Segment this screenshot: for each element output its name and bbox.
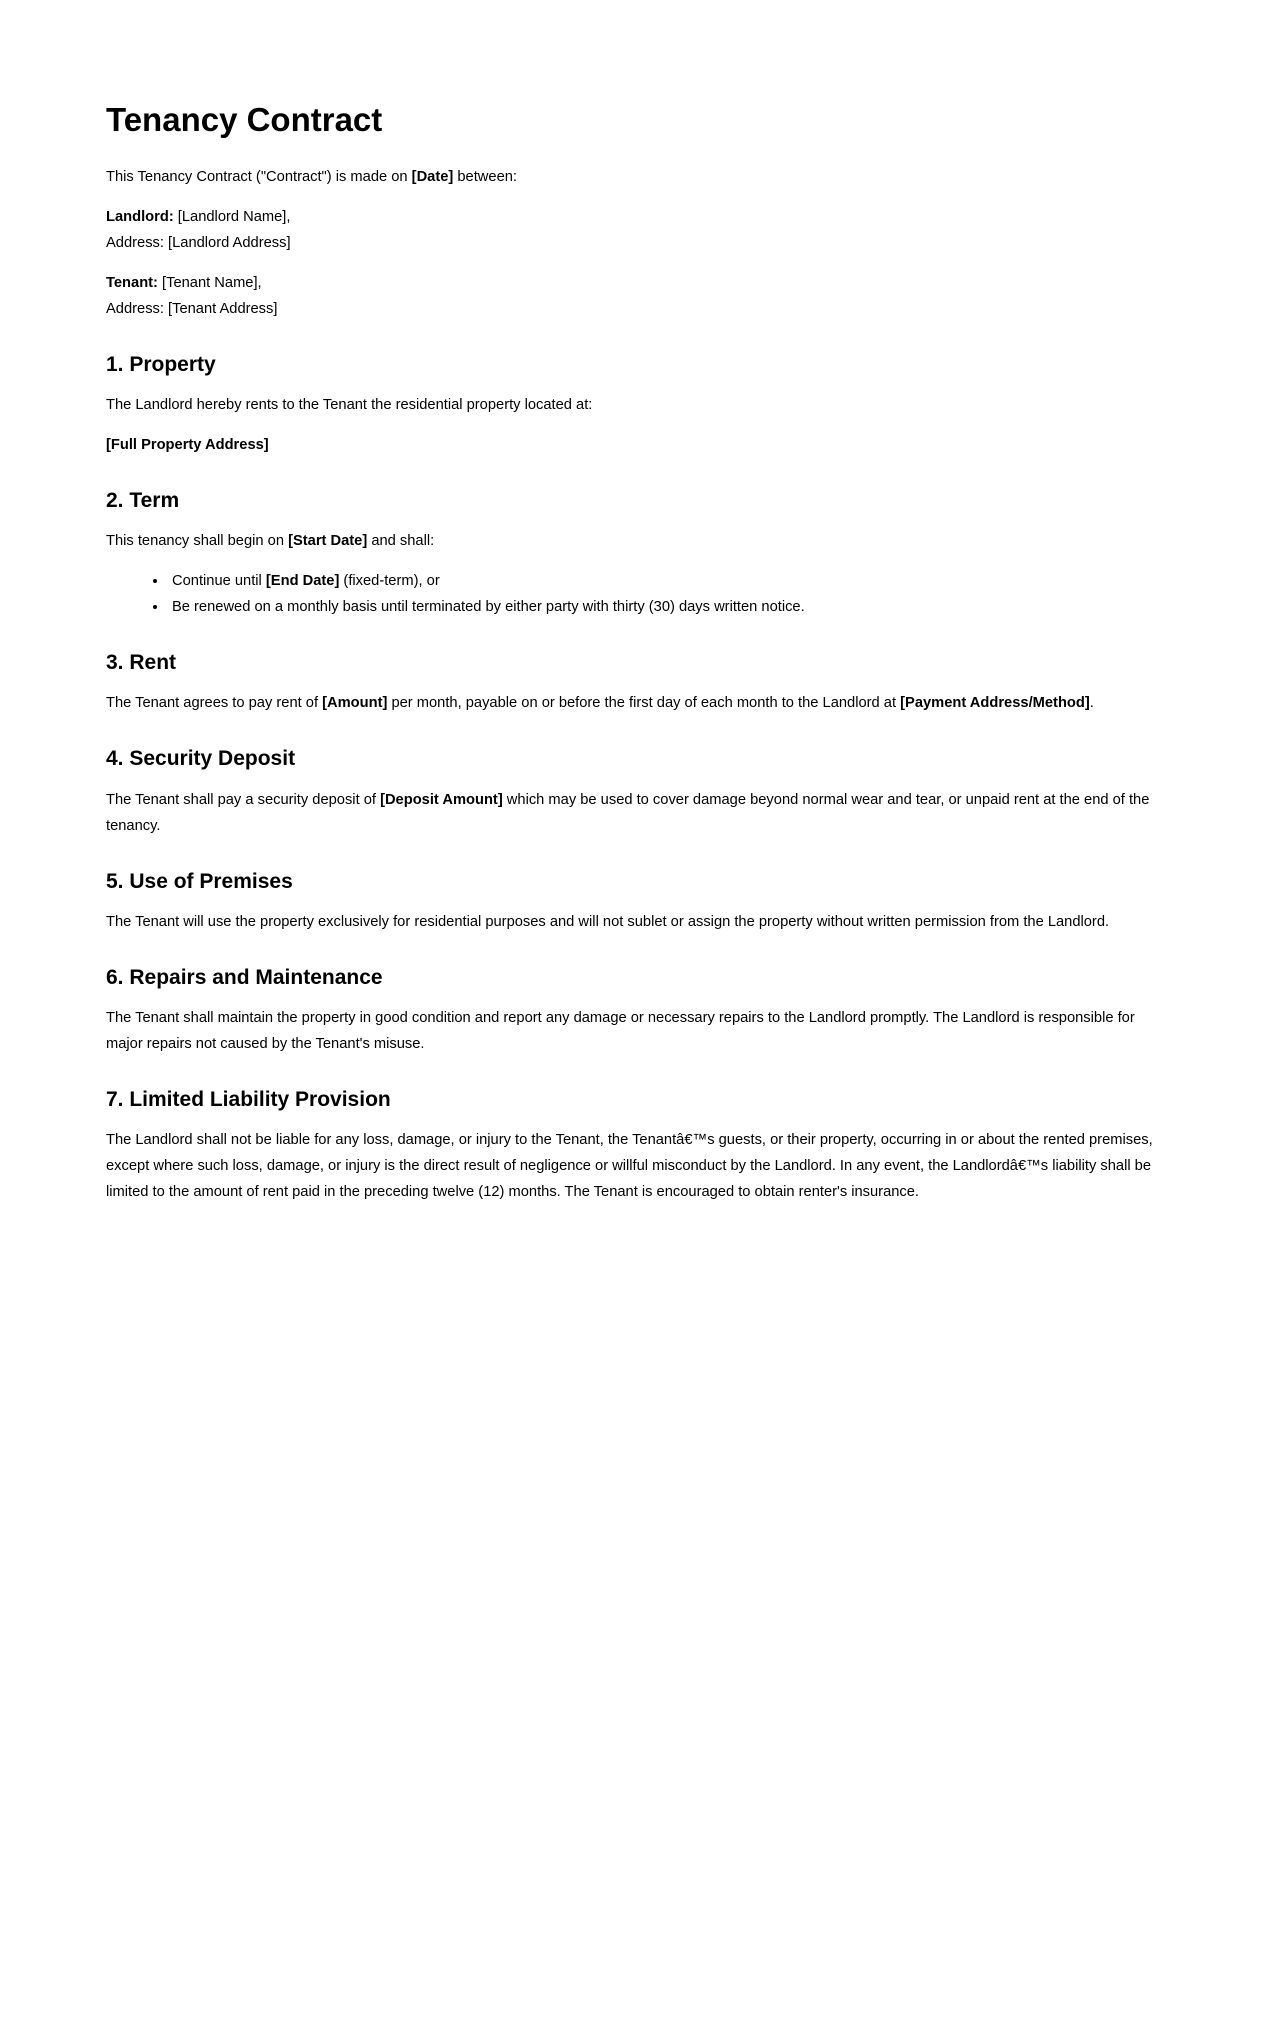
text-run: .	[1089, 695, 1094, 712]
contract-section	[106, 488, 1157, 620]
placeholder-field: [Full Property Address]	[106, 436, 269, 453]
section-paragraph	[106, 1005, 1157, 1057]
text-run: The Tenant shall pay a security deposit of	[106, 791, 381, 808]
sections-container	[106, 352, 1157, 1206]
placeholder-field: [Deposit Amount]	[380, 791, 503, 808]
section-heading: 1. Property	[106, 352, 216, 376]
placeholder-field: Landlord:	[106, 208, 174, 225]
landlord-details-paragraph	[106, 204, 1157, 256]
placeholder-field: Tenant:	[106, 274, 158, 291]
text-run: This Tenancy Contract ("Contract") is made on	[106, 168, 412, 185]
text-run: The Landlord shall not be liable for any loss, damage, or injury to the Tenant, the Tenantâ€™s guests, or their property, occurring in or about the rented premises, except where such loss, damage, or injury is the direct result of negligence or willful misconduct by the Landlord. In any event, the Landlordâ€™s liability shall be limited to the amount of rent paid in the preceding twelve (12) months. The Tenant is encouraged to obtain renter's insurance.	[106, 1132, 1153, 1201]
section-heading: 7. Limited Liability Provision	[106, 1088, 391, 1112]
section-heading: 4. Security Deposit	[106, 747, 296, 771]
section-heading: 2. Term	[106, 488, 180, 512]
section-heading: 5. Use of Premises	[106, 869, 293, 893]
text-run: This tenancy shall begin on	[106, 533, 289, 550]
section-paragraph	[106, 690, 1157, 716]
contract-section	[106, 965, 1157, 1057]
placeholder-field: [End Date]	[265, 573, 340, 590]
text-run: [Landlord Name],	[173, 208, 291, 225]
text-run: Address: [Tenant Address]	[106, 300, 278, 317]
section-paragraph	[106, 392, 1157, 418]
section-paragraph	[106, 432, 1157, 458]
text-run: per month, payable on or before the first day of each month to the Landlord at	[387, 695, 901, 712]
text-run: [Tenant Name],	[157, 274, 262, 291]
text-run: The Tenant agrees to pay rent of	[106, 695, 323, 712]
placeholder-field: [Payment Address/Method]	[900, 695, 1090, 712]
placeholder-field: [Start Date]	[288, 533, 368, 550]
section-paragraph	[106, 528, 1157, 554]
text-run: Address: [Landlord Address]	[106, 234, 291, 251]
term-option-item	[168, 568, 1157, 594]
placeholder-field: [Amount]	[322, 695, 388, 712]
text-run: and shall:	[367, 533, 435, 550]
section-paragraph	[106, 787, 1157, 839]
text-run: between:	[453, 168, 517, 185]
text-run: Continue until	[172, 573, 266, 590]
section-paragraph	[106, 909, 1157, 935]
document-title: Tenancy Contract	[106, 101, 383, 138]
term-option-item	[168, 594, 1157, 620]
placeholder-field: [Date]	[411, 168, 454, 185]
contract-section	[106, 650, 1157, 716]
text-run: (fixed-term), or	[339, 573, 440, 590]
section-paragraph	[106, 1127, 1157, 1205]
text-run: Be renewed on a monthly basis until terminated by either party with thirty (30) days written notice.	[172, 599, 805, 616]
section-heading: 3. Rent	[106, 651, 177, 675]
term-options-list	[106, 568, 1157, 620]
intro-paragraph	[106, 164, 1157, 190]
text-run: The Tenant shall maintain the property in good condition and report any damage or necessary repairs to the Landlord promptly. The Landlord is responsible for major repairs not caused by the Tenant's misuse.	[106, 1010, 1135, 1053]
contract-section	[106, 352, 1157, 458]
contract-section	[106, 746, 1157, 838]
tenant-details-paragraph	[106, 270, 1157, 322]
contract-section	[106, 869, 1157, 935]
text-run: which may be used to cover damage beyond normal wear and tear, or unpaid rent at the end of the tenancy.	[106, 791, 1150, 834]
text-run: The Tenant will use the property exclusively for residential purposes and will not sublet or assign the property without written permission from the Landlord.	[106, 913, 1110, 930]
contract-section	[106, 1087, 1157, 1205]
section-heading: 6. Repairs and Maintenance	[106, 965, 383, 989]
text-run: The Landlord hereby rents to the Tenant the residential property located at:	[106, 396, 593, 413]
